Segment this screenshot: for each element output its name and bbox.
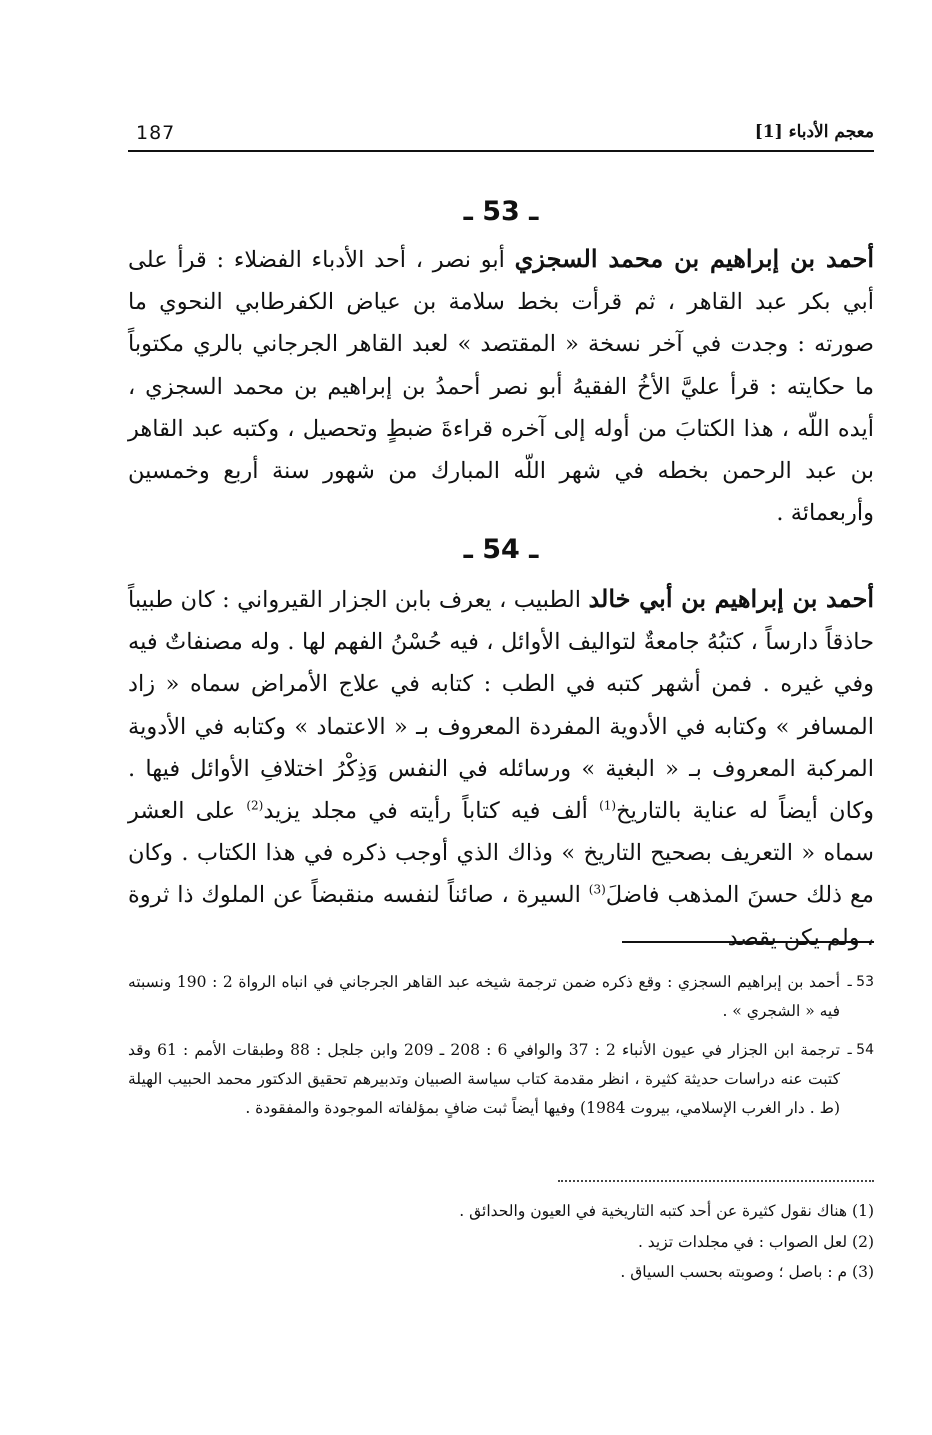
footnote-3: (3) م : باصل ؛ وصوبته بحسب السياق . [620,1263,874,1281]
entry-54-text-part2: ألف فيه كتاباً رأيته في مجلد يزيد [263,798,600,825]
footnote-2: (2) لعل الصواب : في مجلدات تزيد . [637,1232,874,1251]
source-note-number: 53 ـ [847,974,874,990]
source-note-text: أحمد بن إبراهيم السجزي : وقع ذكره ضمن ترجمة شيخه عبد القاهر الجرجاني في انباه الرواة 2 : 190 ونسبته فيه « الشجري » . [128,973,841,1020]
running-title: معجم الأدباء [1] [754,122,874,142]
source-note-number: 54 ـ [847,1042,874,1058]
entry-54-name: أحمد بن إبراهيم بن أبي خالد [588,584,874,613]
page-header [128,118,874,148]
footnote-1: (1) هناك نقول كثيرة عن أحد كتبه التاريخية في العيون والحدائق . [459,1202,874,1220]
source-notes [128,968,874,1133]
page-number: 187 [136,122,176,144]
footnote-ref-1: (1) [599,798,617,813]
footnotes [128,1196,874,1288]
header-rule [128,150,874,152]
entry-53-body [128,238,874,534]
entry-54-text-part3: على العشر سماه « التعريف بصحيح التاريخ » وذاك الذي أوجب ذكره في هذا الكتاب . وكان مع ذلك حسنَ المذهب فاضلَ [128,798,874,909]
source-note-text: ترجمة ابن الجزار في عيون الأنباء 2 : 37 والوافي 6 : 208 ـ 209 وابن جلجل : 88 وطبقات الأمم : 61 وقد كتبت عنه دراسات حديثة كثيرة ، انظر مقدمة كتاب سياسة الصبيان وتدبيرهم تحقيق الدكتور محمد الحبيب الهيلة (ط . دار الغرب الإسلامي، بيروت 1984) وفيها أيضاً ثبت ضافٍ بمؤلفاته الموجودة والمفقودة . [128,1041,840,1117]
source-note-54 [128,1036,874,1123]
entry-53-name: أحمد بن إبراهيم بن محمد السجزي [514,244,874,273]
entry-54-text-part4: السيرة ، صائناً لنفسه منقبضاً عن الملوك ذا ثروة ، ولم يكن يقصد [128,882,874,951]
entry-number-53: ـ 53 ـ [463,196,539,227]
notes-separator-rule [622,941,874,943]
footnotes-dotted-rule [558,1180,874,1182]
entry-number-54: ـ 54 ـ [463,534,539,565]
footnote-ref-2: (2) [246,798,264,813]
footnote-ref-3: (3) [588,882,606,897]
entry-54-body [128,578,874,959]
entry-53-text: أبو نصر ، أحد الأدباء الفضلاء : قرأ على أبي بكر عبد القاهر ، ثم قرأت بخط سلامة بن عياض الكفرطابي النحوي ما صورته : وجدت في آخر نسخة « المقتصد » لعبد القاهر الجرجاني بالري مكتوباً ما حكايته : قرأ عليَّ الأخُ الفقيهُ أبو نصر أحمدُ بن إبراهيم بن محمد السجزي ، أيده اللّه ، هذا الكتابَ من أوله إلى آخره قراءةَ ضبطٍ وتحصيل ، وكتبه عبد القاهر بن عبد الرحمن بخطه في شهر اللّه المبارك من شهور سنة أربع وخمسين وأربعمائة . [128,247,874,527]
source-note-53 [128,968,874,1026]
entry-54-text-part1: الطبيب ، يعرف بابن الجزار القيرواني : كان طبيباً حاذقاً دارساً ، كتبُهُ جامعةٌ لتواليف الأوائل ، فيه حُسْنُ الفهم لها . وله مصنفاتٌ فيه وفي غيره . فمن أشهر كتبه في الطب : كتابه في علاج الأمراض سماه « زاد المسافر » وكتابه في الأدوية المفردة المعروف بـ « الاعتماد » وكتابه في الأدوية المركبة المعروف بـ « البغية » ورسائله في النفس وَذِكْرُ اختلافِ الأوائل فيها . وكان أيضاً له عناية بالتاريخ [128,587,875,825]
